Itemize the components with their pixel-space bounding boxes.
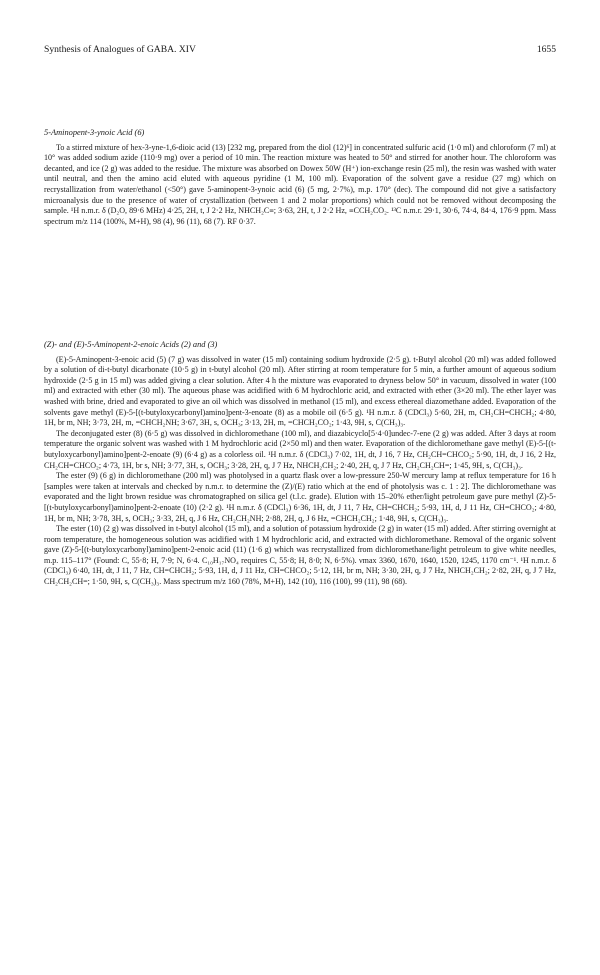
running-head-title: Synthesis of Analogues of GABA. XIV xyxy=(44,44,196,55)
paragraph: The ester (10) (2 g) was dissolved in t-butyl alcohol (15 ml), and a solution of potassium hydroxide (2 g) in water (15 ml) added. After stirring overnight at room temperature, the homogeneous solution was acidified with 1 M hydrochloric acid, and extracted with dichloromethane. Removal of the organic solvent gave (Z)-5-[(t-butyloxycarbonyl)amino]pent-2-enoic acid (11) (1·6 g) which was recrystallized from dichloromethane/light petroleum to give white needles, m.p. 115–117° (Found: C, 55·8; H, 7·9; N, 6·4. C₁₀H₁₇NO₄ requires C, 55·8; H, 8·0; N, 6·5%). νmax 3360, 1670, 1640, 1520, 1245, 1170 cm⁻¹. ¹H n.m.r. δ (CDCl₃) 6·40, 1H, dt, J 11, 7 Hz, CH=CHCH₂; 5·93, 1H, d, J 11 Hz, CH=CHCO₂; 5·12, 1H, br m, NH; 3·30, 2H, q, J 7 Hz, NHCH₂CH₂; 2·82, 2H, q, J 7 Hz, CH₂CH₂CH=; 1·50, 9H, s, C(CH₃)₃. Mass spectrum m/z 160 (78%, M+H), 142 (10), 116 (100), 99 (11), 98 (68). xyxy=(44,524,556,587)
running-head xyxy=(44,44,556,58)
paragraph: (E)-5-Aminopent-3-enoic acid (5) (7 g) was dissolved in water (15 ml) containing sodium hydroxide (2·5 g). t-Butyl alcohol (20 ml) was added followed by a solution of di-t-butyl dicarbonate (10·5 g) in t-butyl alcohol (20 ml). After stirring at room temperature for 5 min, a further amount of aqueous sodium hydroxide (2·5 g in 15 ml) was added giving a clear solution. After 4 h the mixture was evaporated to dryness below 50° in vacuum, dissolved in water (100 ml) and extracted with ether (30 ml). The aqueous phase was acidified with 6 M hydrochloric acid, and extracted with ether (3×20 ml). The ether layer was washed with brine, dried and evaporated to give an oil which was dissolved in methanol (15 ml), and excess ethereal diazomethane added. Evaporation of the solvents gave methyl (E)-5-[(t-butyloxycarbonyl)amino]pent-3-enoate (8) as a mobile oil (6·5 g). ¹H n.m.r. δ (CDCl₃) 5·60, 2H, m, CH₂CH=CHCH₂; 4·80, 1H, br m, NH; 3·73, 2H, m, =CHCH₂NH; 3·67, 3H, s, OCH₃; 3·13, 2H, m, =CHCH₂CO₂; 1·43, 9H, s, C(CH₃)₃. xyxy=(44,354,556,428)
section-heading: (Z)- and (E)-5-Aminopent-2-enoic Acids (2) and (3) xyxy=(44,340,218,349)
section-aminopentenoic-acids xyxy=(44,340,556,588)
page-number: 1655 xyxy=(536,44,556,55)
section-heading: 5-Aminopent-3-ynoic Acid (6) xyxy=(44,128,145,137)
section-aminopentynoic-acid xyxy=(44,128,556,227)
paragraph: To a stirred mixture of hex-3-yne-1,6-dioic acid (13) [232 mg, prepared from the diol (12)⁶] in concentrated sulfuric acid (1·0 ml) and chloroform (7 ml) at 10° was added sodium azide (110·9 mg) over a period of 10 min. The reaction mixture was heated to 50° and stirred for another hour. The chloroform was decanted, and ice (2 g) was added to the residue. The mixture was absorbed on Dowex 50W (H⁺) ion-exchange resin (25 ml), the resin was washed with water until neutral, and then the amino acid eluted with aqueous pyridine (1 M, 100 ml). Evaporation of the solvent gave a residue (27 mg) which on recrystallization from water/ethanol (<50°) gave 5-aminopent-3-ynoic acid (6) (5 mg, 2·7%), m.p. 170° (dec). The compound did not give a satisfactory microanalysis due to the presence of water of crystallization (between 1 and 2 molar proportions) which could not be removed without decomposing the sample. ¹H n.m.r. δ (D₂O, 89·6 MHz) 4·25, 2H, t, J 2·2 Hz, NHCH₂C≡; 3·63, 2H, t, J 2·2 Hz, ≡CCH₂CO₂. ¹³C n.m.r. 29·1, 30·6, 74·4, 84·4, 176·9 ppm. Mass spectrum m/z 114 (100%, M+H), 98 (4), 96 (11), 68 (7). RF 0·37. xyxy=(44,142,556,226)
paragraph: The ester (9) (6 g) in dichloromethane (200 ml) was photolysed in a quartz flask over a low-pressure 250-W mercury lamp at reflux temperature for 16 h [samples were taken at intervals and checked by n.m.r. to determine the (Z)/(E) ratio which at the end of photolysis was c. 1 : 2]. The dichloromethane was evaporated and the light brown residue was chromatographed on silica gel (t.l.c. grade). Elution with 15–20% ether/light petroleum gave pure methyl (Z)-5-[(t-butyloxycarbonyl)amino]pent-2-enoate (10) (2·2 g). ¹H n.m.r. δ (CDCl₃) 6·36, 1H, dt, J 11, 7 Hz, CH=CHCH₂; 5·93, 1H, d, J 11 Hz, CH=CHCO₂; 4·80, 1H, br m, NH; 3·78, 3H, s, OCH₃; 3·33, 2H, q, J 6 Hz, CH₂CH₂NH; 2·88, 2H, q, J 6 Hz, =CHCH₂CH₂; 1·48, 9H, s, C(CH₃)₃. xyxy=(44,471,556,523)
journal-page xyxy=(44,44,556,587)
paragraph: The deconjugated ester (8) (6·5 g) was dissolved in dichloromethane (100 ml), and diazabicyclo[5·4·0]undec-7-ene (2 g) was added. After 3 days at room temperature the organic solvent was washed with 1 M hydrochloric acid (2×50 ml) and then water. Evaporation of the dichloromethane gave methyl (E)-5-[(t-butyloxycarbonyl)amino]pent-2-enoate (9) (6·4 g) as a colorless oil. ¹H n.m.r. δ (CDCl₃) 7·02, 1H, dt, J 16, 7 Hz, CH₂CH=CHCO₂; 5·90, 1H, dt, J 16, 2 Hz, CH₂CH=CHCO₂; 4·73, 1H, br s, NH; 3·77, 3H, s, OCH₃; 3·28, 2H, q, J 7 Hz, NHCH₂CH₂; 2·40, 2H, q, J 7 Hz, CH₂CH₂CH=; 1·45, 9H, s, C(CH₃)₃. xyxy=(44,428,556,470)
